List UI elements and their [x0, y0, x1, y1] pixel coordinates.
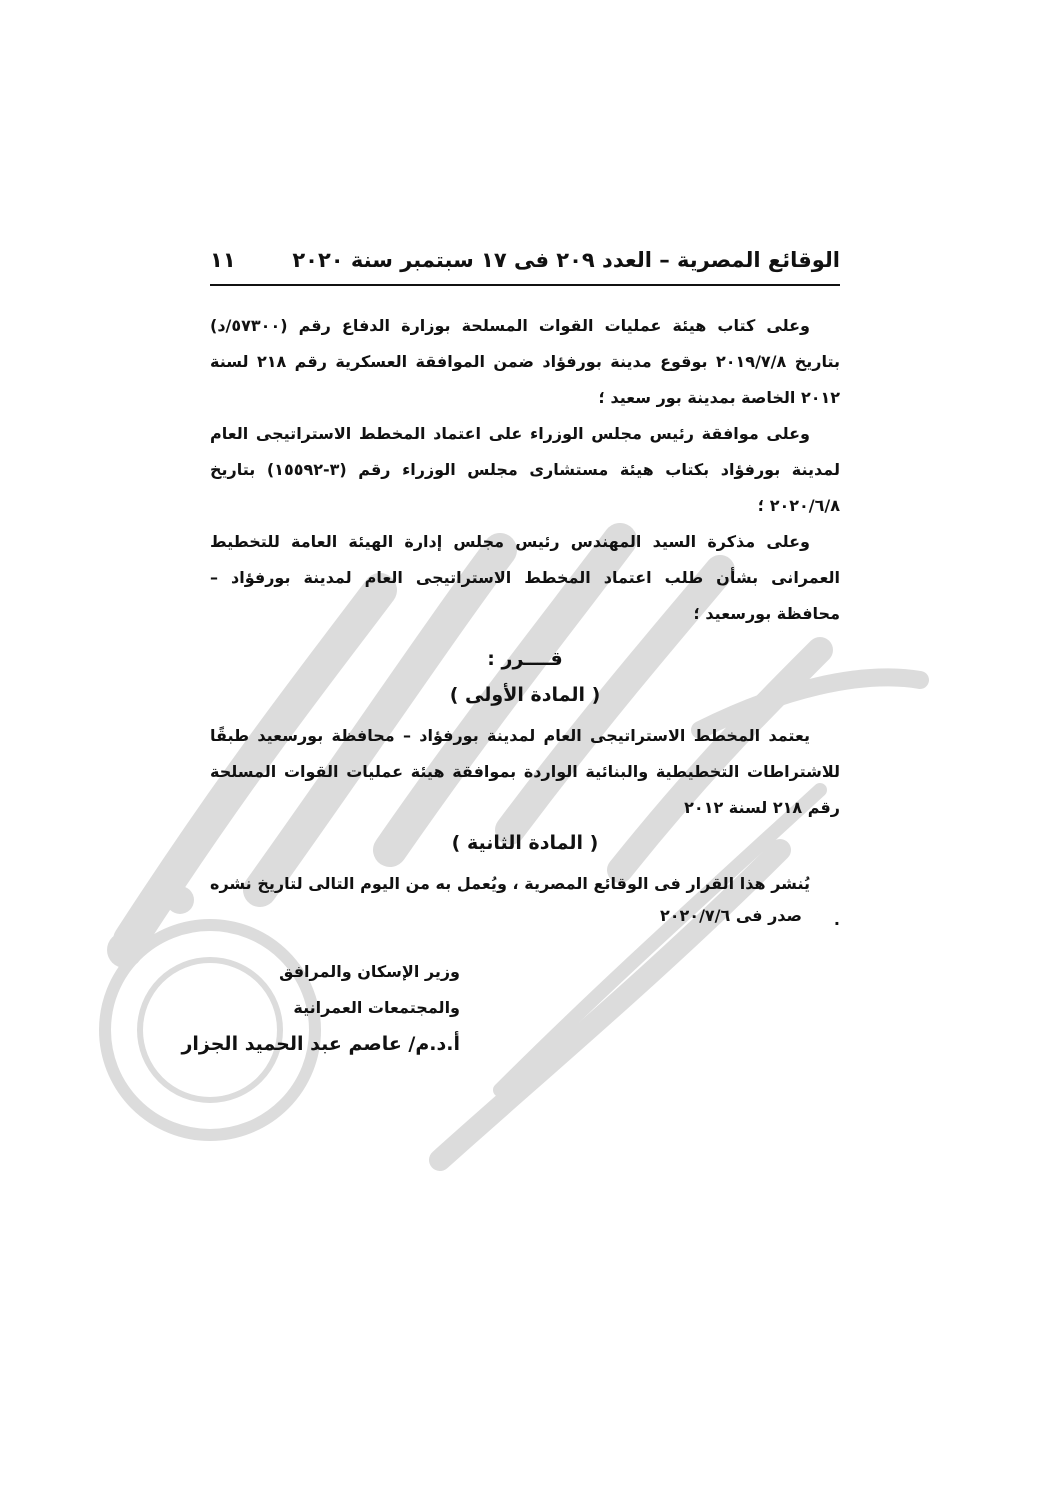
decision-heading: قــــرر :: [487, 648, 563, 670]
preamble-paragraph-3: وعلى مذكرة السيد المهندس رئيس مجلس إدارة الهيئة العامة للتخطيط العمرانى بشأن طلب اعتماد المخطط الاستراتيجى العام لمدينة بورفؤاد – محافظة بورسعيد ؛: [210, 532, 840, 623]
signature-title-line-2: والمجتمعات العمرانية: [293, 998, 460, 1017]
article-1-text: يعتمد المخطط الاستراتيجى العام لمدينة بورفؤاد – محافظة بورسعيد طبقًا للاشتراطات التخطيطية والبنائية الواردة بموافقة هيئة عمليات القوات المسلحة رقم ٢١٨ لسنة ٢٠١٢: [210, 726, 840, 817]
article-1-body: [210, 718, 840, 826]
article-1-heading: ( المادة الأولى ): [449, 684, 601, 706]
preamble: [210, 308, 840, 632]
header-divider: [210, 284, 840, 286]
preamble-paragraph-1: وعلى كتاب هيئة عمليات القوات المسلحة بوزارة الدفاع رقم (٥٧٣٠٠/د) بتاريخ ٢٠١٩/٧/٨ بوقوع مدينة بورفؤاد ضمن الموافقة العسكرية رقم ٢١٨ لسنة ٢٠١٢ الخاصة بمدينة بور سعيد ؛: [210, 316, 841, 407]
article-2-heading: ( المادة الثانية ): [451, 832, 599, 854]
signature-name: أ.د.م/ عاصم عبد الحميد الجزار: [181, 1033, 460, 1055]
signature-block: [181, 954, 460, 1062]
article-2-body: [210, 866, 840, 938]
issue-date: صدر فى ٢٠٢٠/٧/٦: [660, 906, 802, 925]
preamble-paragraph-2: وعلى موافقة رئيس مجلس الوزراء على اعتماد المخطط الاستراتيجى العام لمدينة بورفؤاد بكتاب هيئة مستشارى مجلس الوزراء رقم (٣-١٥٥٩٢) بتاريخ ٢٠٢٠/٦/٨ ؛: [210, 424, 840, 515]
article-2-text: يُنشر هذا القرار فى الوقائع المصرية ، ويُعمل به من اليوم التالى لتاريخ نشره .: [210, 874, 840, 929]
page-header: [210, 240, 840, 280]
page-number: ١١: [210, 248, 236, 272]
signature-title-line-1: وزير الإسكان والمرافق: [279, 962, 460, 981]
header-title: الوقائع المصرية – العدد ٢٠٩ فى ١٧ سبتمبر سنة ٢٠٢٠: [292, 248, 840, 272]
